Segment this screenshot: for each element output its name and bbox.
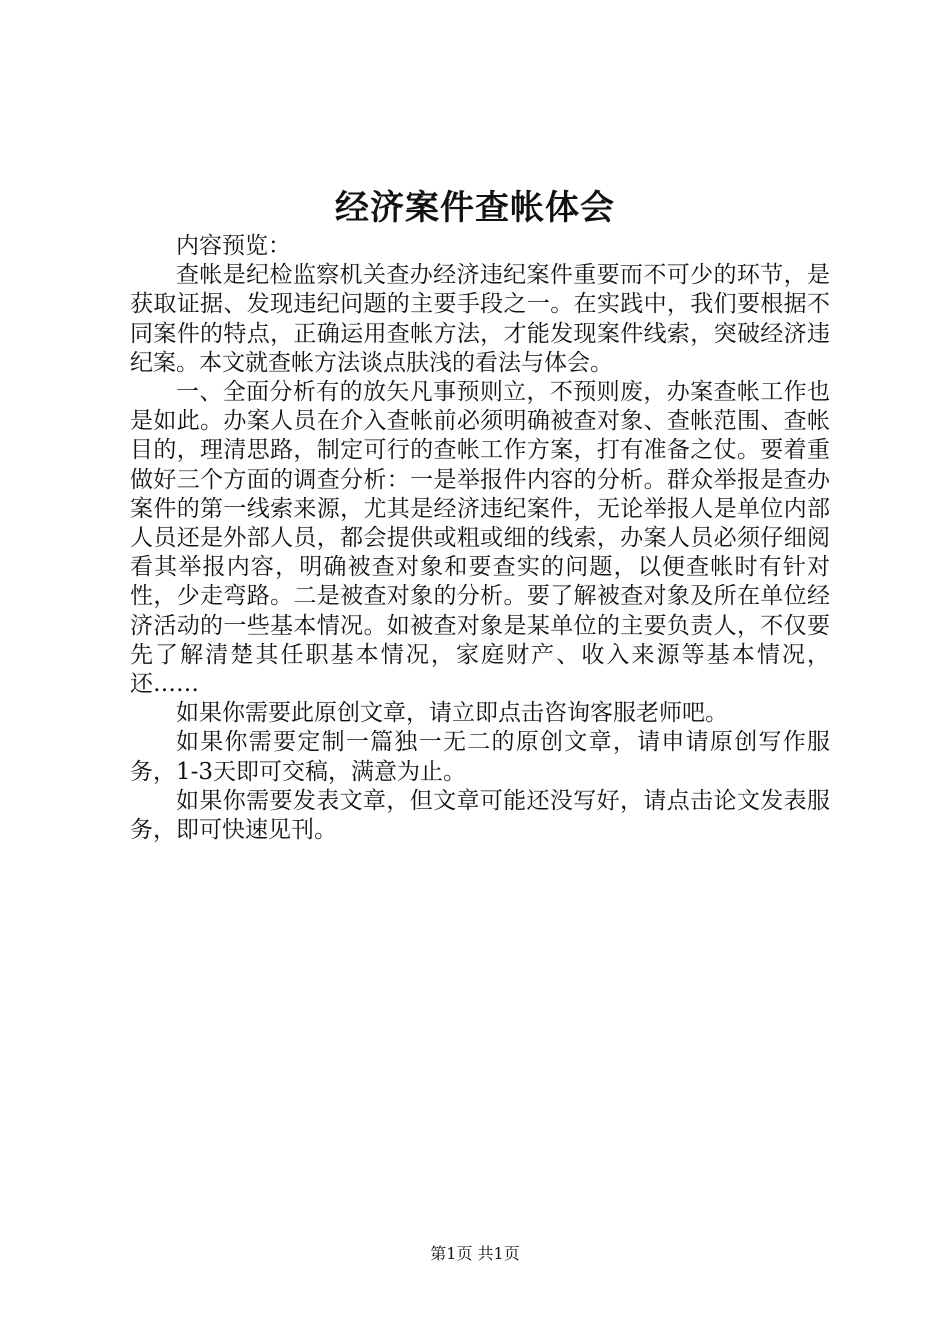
custom-writing-paragraph: 如果你需要定制一篇独一无二的原创文章，请申请原创写作服务，1-3天即可交稿，满意为止。 — [130, 729, 830, 785]
document-body — [130, 232, 830, 845]
publish-paragraph: 如果你需要发表文章，但文章可能还没写好，请点击论文发表服务，即可快速见刊。 — [130, 787, 830, 844]
analysis-paragraph: 一、全面分析有的放矢凡事预则立，不预则废，办案查帐工作也是如此。办案人员在介入查帐前必须明确被查对象、查帐范围、查帐目的，理清思路，制定可行的查帐工作方案，打有准备之仗。要着重做好三个方面的调查分析：一是举报件内容的分析。群众举报是查办案件的第一线索来源，尤其是经济违纪案件，无论举报人是单位内部人员还是外部人员，都会提供或粗或细的线索，办案人员必须仔细阅看其举报内容，明确被查对象和要查实的问题，以便查帐时有针对性，少走弯路。二是被查对象的分析。要了解被查对象及所在单位经济活动的一些基本情况。如被查对象是某单位的主要负责人，不仅要先了解清楚其任职基本情况，家庭财产、收入来源等基本情况，还…… — [130, 379, 830, 698]
page-footer: 第1页 共1页 — [430, 1244, 520, 1263]
document-title: 经济案件查帐体会 — [335, 188, 615, 228]
preview-label: 内容预览： — [176, 233, 291, 259]
consult-paragraph: 如果你需要此原创文章，请立即点击咨询客服老师吧。 — [176, 700, 728, 727]
intro-paragraph: 查帐是纪检监察机关查办经济违纪案件重要而不可少的环节，是获取证据、发现违纪问题的主要手段之一。在实践中，我们要根据不同案件的特点，正确运用查帐方法，才能发现案件线索，突破经济违纪案。本文就查帐方法谈点肤浅的看法与体会。 — [130, 262, 830, 376]
